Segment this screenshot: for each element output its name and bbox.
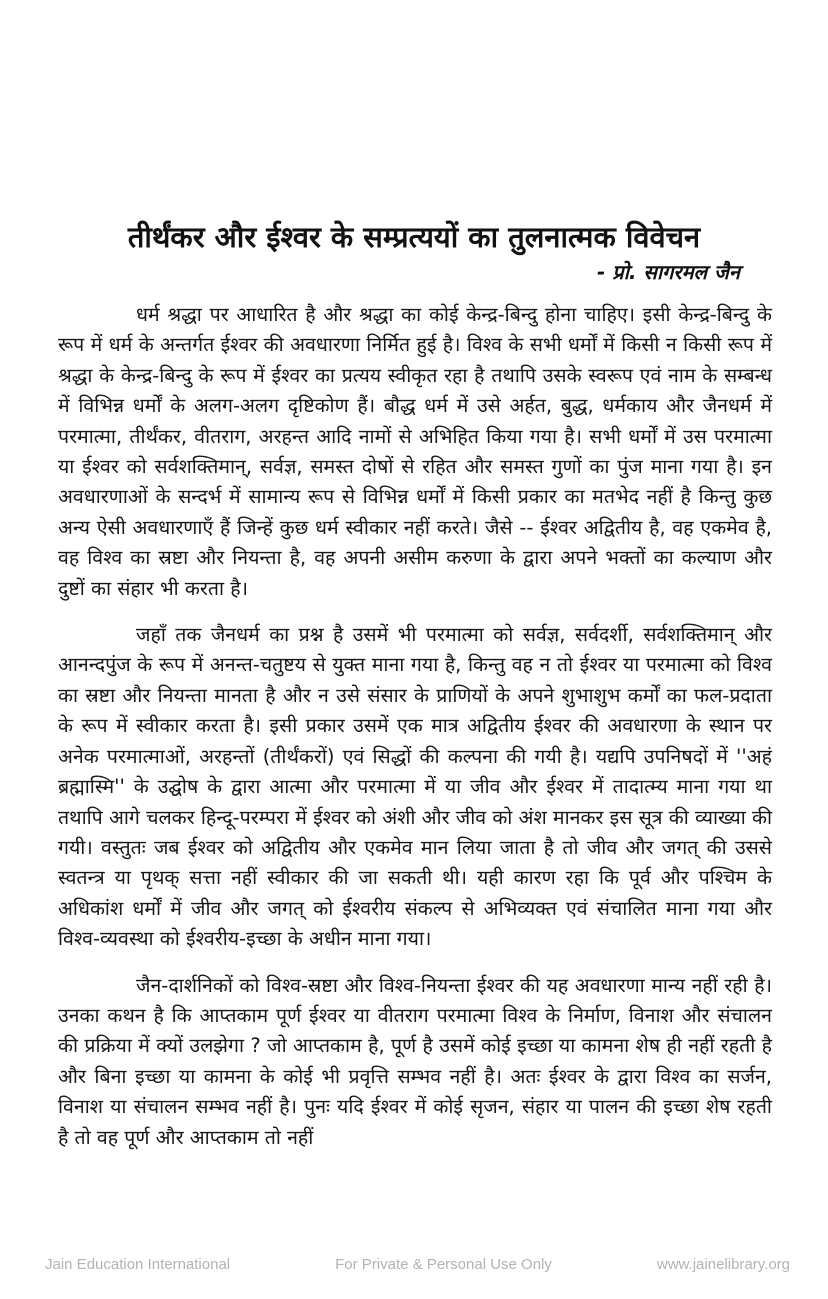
page-footer xyxy=(45,1256,790,1273)
author-byline: - प्रो. सागरमल जैन xyxy=(597,260,740,284)
footer-publisher: Jain Education International xyxy=(45,1256,231,1273)
footer-usage-notice: For Private & Personal Use Only xyxy=(335,1256,552,1273)
body-paragraph: जैन-दार्शनिकों को विश्व-स्रष्टा और विश्व-नियन्ता ईश्वर की यह अवधारणा मान्य नहीं रही है। उनका कथन है कि आप्तकाम पूर्ण ईश्वर या वीतराग परमात्मा विश्व के निर्माण, विनाश और संचालन की प्रक्रिया में क्यों उलझेगा ? जो आप्तकाम है, पूर्ण है उसमें कोई इच्छा या कामना शेष ही नहीं रहती है और बिना इच्छा या कामना के कोई भी प्रवृत्ति सम्भव नहीं है। अतः ईश्वर के द्वारा विश्व का सर्जन, विनाश या संचालन सम्भव नहीं है। पुनः यदि ईश्वर में कोई सृजन, संहार या पालन की इच्छा शेष रहती है तो वह पूर्ण और आप्तकाम तो नहीं xyxy=(58,973,772,1149)
body-paragraph: जहाँ तक जैनधर्म का प्रश्न है उसमें भी परमात्मा को सर्वज्ञ, सर्वदर्शी, सर्वशक्तिमान् और आनन्दपुंज के रूप में अनन्त-चतुष्टय से युक्त माना गया है, किन्तु वह न तो ईश्वर या परमात्मा को विश्व का स्रष्टा और नियन्ता मानता है और न उसे संसार के प्राणियों के अपने शुभाशुभ कर्मों का फल-प्रदाता के रूप में स्वीकार करता है। इसी प्रकार उसमें एक मात्र अद्वितीय ईश्वर की अवधारणा के स्थान पर अनेक परमात्माओं, अरहन्तों (तीर्थंकरों) एवं सिद्धों की कल्पना की गयी है। यद्यपि उपनिषदों में ''अहं ब्रह्मास्मि'' के उद्घोष के द्वारा आत्मा और परमात्मा में या जीव और ईश्वर में तादात्म्य माना गया था तथापि आगे चलकर हिन्दू-परम्परा में ईश्वर को अंशी और जीव को अंश मानकर इस सूत्र की व्याख्या की गयी। वस्तुतः जब ईश्वर को अद्वितीय और एकमेव मान लिया जाता है तो जीव और जगत् की उससे स्वतन्त्र या पृथक् सत्ता नहीं स्वीकार की जा सकती थी। यही कारण रहा कि पूर्व और पश्चिम के अधिकांश धर्मों में जीव और जगत् को ईश्वरीय संकल्प से अभिव्यक्त एवं संचालित माना गया और विश्व-व्यवस्था को ईश्वरीय-इच्छा के अधीन माना गया। xyxy=(58,623,772,951)
body-paragraph: धर्म श्रद्धा पर आधारित है और श्रद्धा का कोई केन्द्र-बिन्दु होना चाहिए। इसी केन्द्र-बिन्दु के रूप में धर्म के अन्तर्गत ईश्वर की अवधारणा निर्मित हुई है। विश्व के सभी धर्मों में किसी न किसी रूप में श्रद्धा के केन्द्र-बिन्दु के रूप में ईश्वर का प्रत्यय स्वीकृत रहा है तथापि उसके स्वरूप एवं नाम के सम्बन्ध में विभिन्न धर्मों के अलग-अलग दृष्टिकोण हैं। बौद्ध धर्म में उसे अर्हत, बुद्ध, धर्मकाय और जैनधर्म में परमात्मा, तीर्थंकर, वीतराग, अरहन्त आदि नामों से अभिहित किया गया है। सभी धर्मों में उस परमात्मा या ईश्वर को सर्वशक्तिमान्, सर्वज्ञ, समस्त दोषों से रहित और समस्त गुणों का पुंज माना गया है। इन अवधारणाओं के सन्दर्भ में सामान्य रूप से विभिन्न धर्मों में किसी प्रकार का मतभेद नहीं है किन्तु कुछ अन्य ऐसी अवधारणाएँ हैं जिन्हें कुछ धर्म स्वीकार नहीं करते। जैसे -- ईश्वर अद्वितीय है, वह एकमेव है, वह विश्व का स्रष्टा और नियन्ता है, वह अपनी असीम करुणा के द्वारा अपने भक्तों का कल्याण और दुष्टों का संहार भी करता है। xyxy=(58,303,772,600)
page-title: तीर्थंकर और ईश्वर के सम्प्रत्ययों का तुलनात्मक विवेचन xyxy=(127,220,701,255)
document-body xyxy=(58,300,772,1169)
footer-website: www.jainelibrary.org xyxy=(656,1256,790,1273)
